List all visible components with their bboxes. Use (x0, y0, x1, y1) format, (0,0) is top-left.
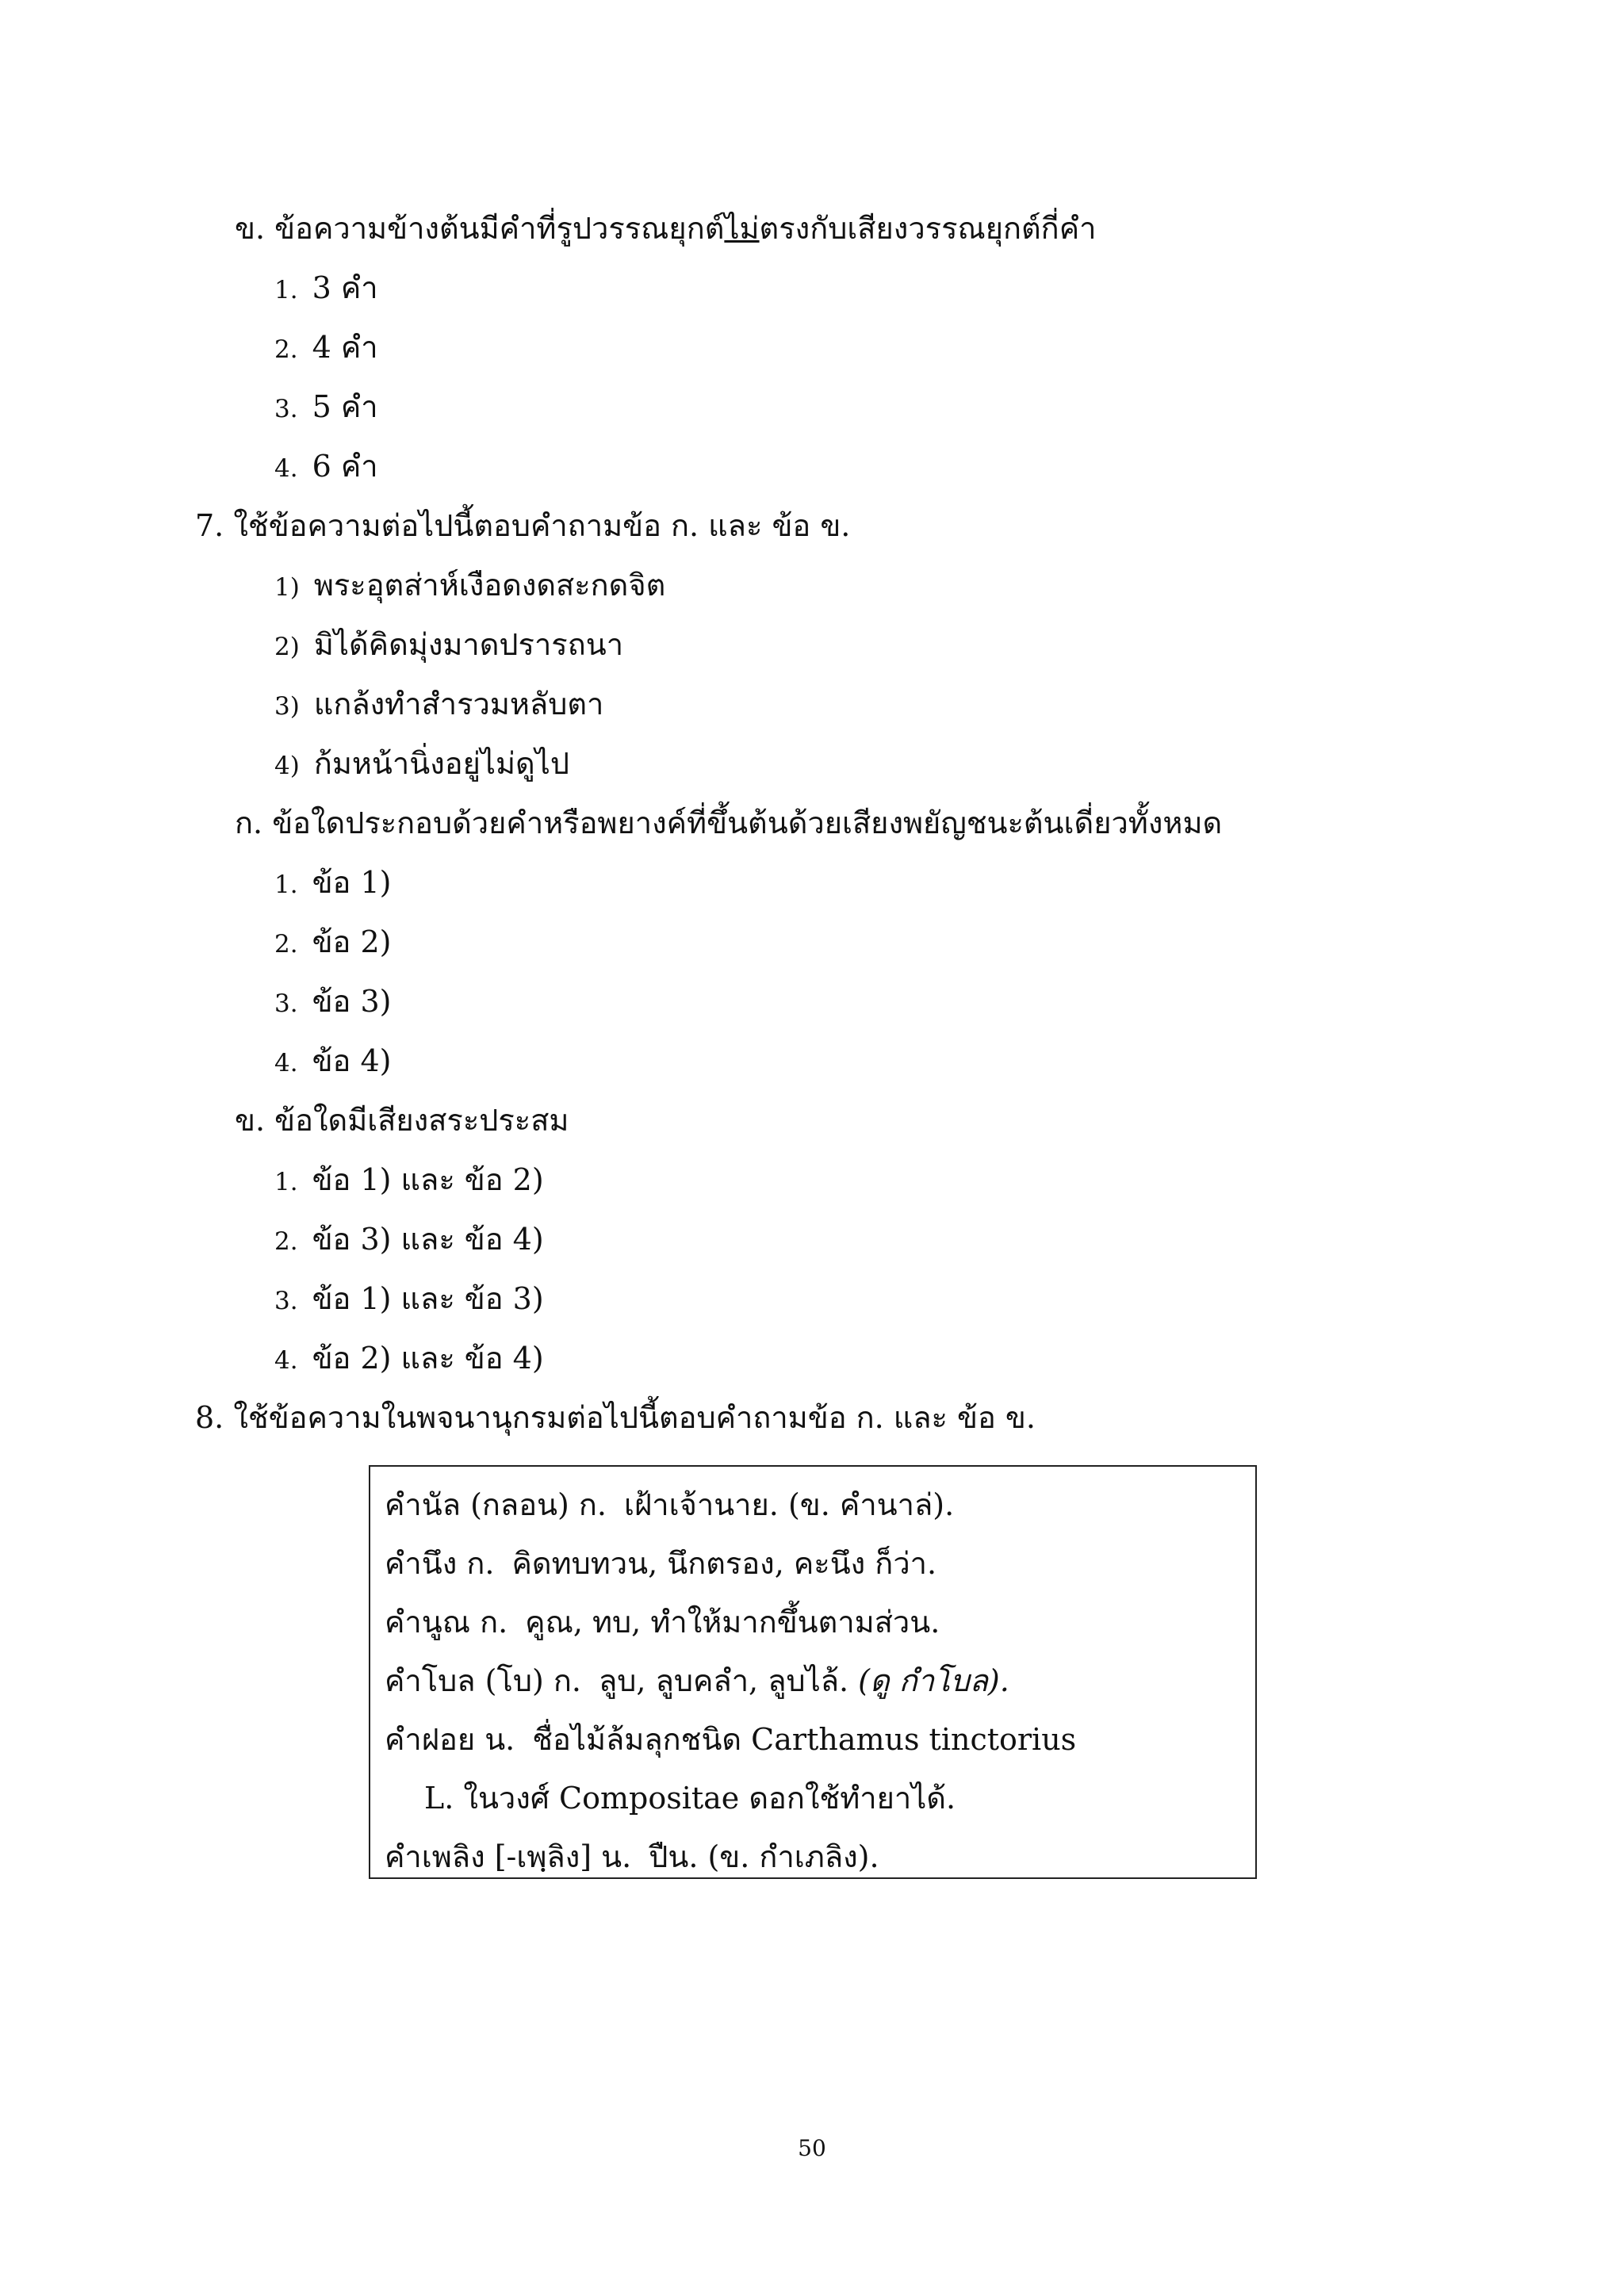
q8-text: ใช้ข้อความในพจนานุกรมต่อไปนี้ตอบคำถามข้อ ก. และ ข้อ ข. (233, 1400, 1036, 1435)
entry-head: คำเพลิง [-เพฺลิง] น. (385, 1839, 632, 1874)
q7a-question (235, 802, 1222, 844)
q6b-question (235, 208, 1096, 249)
dictionary-entry (385, 1601, 940, 1643)
entry-definition: คูณ, ทบ, ทำให้มากขึ้นตามส่วน. (525, 1605, 940, 1640)
option-text: ข้อ 1) (312, 865, 392, 900)
option-text: ข้อ 3) และ ข้อ 4) (312, 1222, 544, 1257)
entry-head: คำฝอย น. (385, 1722, 515, 1757)
q7a-option-1 (274, 862, 391, 905)
entry-crossref: (ดู กำโบล). (858, 1663, 1009, 1698)
q7a-text: ข้อใดประกอบด้วยคำหรือพยางค์ที่ขึ้นต้นด้วยเสียงพยัญชนะต้นเดี่ยวทั้งหมด (272, 806, 1223, 840)
option-text: 6 คำ (312, 449, 378, 484)
option-number: 2. (274, 1227, 298, 1256)
option-number: 2. (274, 930, 298, 959)
dictionary-entry (385, 1719, 1076, 1760)
entry-head: คำนึง ก. (385, 1546, 495, 1581)
q7-item-2 (274, 624, 623, 668)
item-number: 2) (274, 633, 300, 661)
item-text: มิได้คิดมุ่งมาดปรารถนา (313, 627, 624, 662)
item-number: 4) (274, 752, 300, 780)
q7b-text: ข้อใดมีเสียงสระประสม (274, 1103, 569, 1138)
q7-text: ใช้ข้อความต่อไปนี้ตอบคำถามข้อ ก. และ ข้อ ข. (233, 508, 851, 543)
item-text: พระอุตส่าห์เงือดงดสะกดจิต (313, 568, 666, 603)
q7a-option-4 (274, 1040, 391, 1084)
dictionary-entry (385, 1660, 1009, 1701)
dictionary-entry (385, 1543, 936, 1584)
option-text: 4 คำ (312, 330, 378, 365)
q6b-option-2 (274, 327, 378, 370)
option-number: 2. (274, 335, 298, 364)
option-text: ข้อ 3) (312, 984, 392, 1019)
option-number: 4. (274, 454, 298, 483)
q6b-text-before: ข้อความข้างต้นมีคำที่รูปวรรณยุกต์ (274, 211, 725, 246)
entry-head: คำโบล (โบ) ก. (385, 1663, 582, 1698)
option-text: ข้อ 2) และ ข้อ 4) (312, 1341, 544, 1376)
q7b-option-2 (274, 1219, 544, 1262)
q6b-text-after: ตรงกับเสียงวรรณยุกต์กี่คำ (759, 211, 1097, 246)
q7a-option-2 (274, 921, 391, 965)
q6b-text-underlined: ไม่ (724, 211, 760, 246)
dictionary-entry (385, 1836, 879, 1877)
q7-item-1 (274, 564, 665, 608)
entry-head: คำนูณ ก. (385, 1605, 508, 1640)
dictionary-entry-continuation (424, 1777, 956, 1819)
q8-number: 8. (195, 1400, 224, 1435)
option-number: 4. (274, 1346, 298, 1375)
item-text: แกล้งทำสำรวมหลับตา (313, 687, 604, 721)
q7b-option-1 (274, 1159, 544, 1203)
q7-item-3 (274, 683, 603, 727)
dictionary-entry (385, 1484, 954, 1525)
q7-question (195, 505, 850, 546)
q7b-question (235, 1100, 569, 1141)
item-number: 1) (274, 573, 300, 602)
entry-definition: ปืน. (ข. กำเภลิง). (649, 1839, 879, 1874)
q7b-label: ข. (235, 1103, 266, 1138)
option-text: ข้อ 4) (312, 1043, 392, 1078)
entry-head: คำนัล (กลอน) ก. (385, 1487, 607, 1522)
q7b-option-3 (274, 1278, 544, 1322)
q7a-label: ก. (235, 806, 263, 840)
q7b-option-4 (274, 1337, 544, 1381)
option-number: 4. (274, 1049, 298, 1077)
dictionary-box (369, 1465, 1257, 1879)
option-number: 1. (274, 871, 298, 899)
q6b-label: ข. (235, 211, 266, 246)
option-text: 3 คำ (312, 270, 378, 305)
option-number: 3. (274, 395, 298, 423)
q6b-option-3 (274, 386, 378, 430)
item-text: ก้มหน้านิ่งอยู่ไม่ดูไป (313, 746, 569, 781)
item-number: 3) (274, 692, 300, 721)
q6b-option-1 (274, 267, 378, 311)
option-number: 3. (274, 1287, 298, 1315)
option-text: ข้อ 1) และ ข้อ 2) (312, 1162, 544, 1197)
entry-definition: ชื่อไม้ล้มลุกชนิด Carthamus tinctorius (532, 1722, 1077, 1757)
entry-definition: L. ในวงศ์ Compositae ดอกใช้ทำยาได้. (424, 1781, 956, 1816)
entry-definition: เฝ้าเจ้านาย. (ข. คำนาล่). (624, 1487, 955, 1522)
option-text: ข้อ 1) และ ข้อ 3) (312, 1281, 544, 1316)
option-number: 1. (274, 276, 298, 304)
page-number: 50 (798, 2135, 826, 2161)
entry-definition: ลูบ, ลูบคลำ, ลูบไล้. (599, 1663, 849, 1698)
option-text: ข้อ 2) (312, 924, 392, 959)
q7-item-4 (274, 743, 569, 786)
q7-number: 7. (195, 508, 224, 543)
q8-question (195, 1397, 1036, 1438)
option-number: 3. (274, 989, 298, 1018)
entry-definition: คิดทบทวน, นึกตรอง, คะนึง ก็ว่า. (511, 1546, 937, 1581)
q6b-option-4 (274, 446, 378, 489)
q7a-option-3 (274, 981, 391, 1024)
option-text: 5 คำ (312, 389, 378, 424)
option-number: 1. (274, 1168, 298, 1196)
